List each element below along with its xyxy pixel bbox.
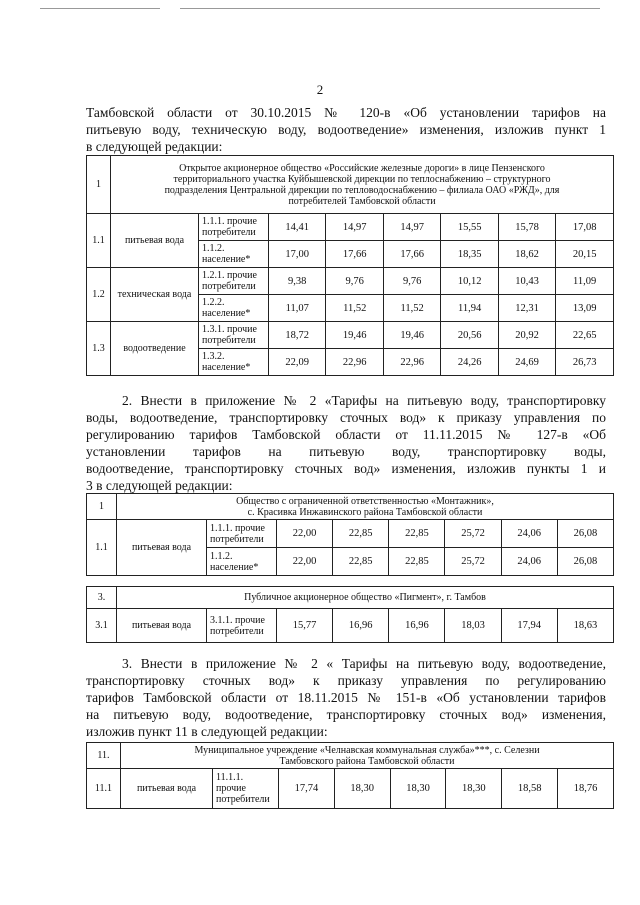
tariff-table-pigment bbox=[86, 586, 614, 643]
paragraph-line: транспортировку сточных вод» к приказу управления по регулированию bbox=[86, 673, 606, 688]
row-subcategory: 1.2.2. население* bbox=[199, 295, 269, 322]
row-subcategory: 1.1.2. население* bbox=[199, 241, 269, 268]
tariff-table-chelnavskaya bbox=[86, 742, 614, 809]
tariff-value: 17,66 bbox=[326, 241, 383, 268]
header-line: подразделения Центральной дирекции по тепловодоснабжению – филиала ОАО «РЖД», для bbox=[164, 184, 560, 196]
table-header-org: Публичное акционерное общество «Пигмент», г. Тамбов bbox=[117, 587, 614, 609]
tariff-value: 12,31 bbox=[498, 295, 555, 322]
tariff-value: 19,46 bbox=[326, 322, 383, 349]
top-rule-left bbox=[40, 8, 160, 9]
row-num: 1.1 bbox=[87, 520, 117, 576]
row-service: техническая вода bbox=[111, 268, 199, 322]
tariff-value: 13,09 bbox=[556, 295, 614, 322]
tariff-value: 20,56 bbox=[441, 322, 498, 349]
intro-line: Тамбовской области от 30.10.2015 № 120-в «Об установлении тарифов на bbox=[86, 105, 606, 120]
tariff-value: 16,96 bbox=[389, 609, 445, 643]
tariff-value: 22,00 bbox=[277, 520, 333, 548]
tariff-value: 20,15 bbox=[556, 241, 614, 268]
paragraph-line: воды, водоотведение, транспортировку сточных вод» к приказу управления по bbox=[86, 410, 606, 425]
paragraph-line: установлении тарифов на питьевую воду, транспортировку воды, bbox=[86, 444, 606, 459]
intro-paragraph bbox=[86, 104, 606, 155]
intro-line: в следующей редакции: bbox=[86, 139, 223, 154]
row-num: 3.1 bbox=[87, 609, 117, 643]
tariff-value: 11,07 bbox=[269, 295, 326, 322]
table-header-org bbox=[111, 156, 614, 214]
tariff-value: 15,78 bbox=[498, 214, 555, 241]
table-header-org bbox=[121, 743, 614, 769]
tariff-value: 22,09 bbox=[269, 349, 326, 376]
tariff-value: 9,76 bbox=[326, 268, 383, 295]
row-service: питьевая вода bbox=[117, 520, 207, 576]
paragraph-line: 3 в следующей редакции: bbox=[86, 478, 233, 493]
top-rule-right bbox=[180, 8, 600, 9]
tariff-table-montazhnik bbox=[86, 493, 614, 576]
tariff-value: 11,52 bbox=[383, 295, 440, 322]
tariff-value: 18,30 bbox=[446, 769, 502, 809]
row-num: 1.3 bbox=[87, 322, 111, 376]
row-subcategory: 1.1.1. прочие потребители bbox=[207, 520, 277, 548]
tariff-value: 17,74 bbox=[279, 769, 335, 809]
tariff-value: 18,58 bbox=[502, 769, 558, 809]
row-subcategory: 3.1.1. прочие потребители bbox=[207, 609, 277, 643]
tariff-value: 19,46 bbox=[383, 322, 440, 349]
row-subcategory: 1.1.2. население* bbox=[207, 548, 277, 576]
tariff-value: 10,12 bbox=[441, 268, 498, 295]
tariff-value: 11,94 bbox=[441, 295, 498, 322]
row-subcategory: 1.3.1. прочие потребители bbox=[199, 322, 269, 349]
header-line: Общество с ограниченной ответственностью «Монтажник», bbox=[236, 495, 494, 507]
tariff-value: 18,30 bbox=[390, 769, 446, 809]
tariff-value: 11,09 bbox=[556, 268, 614, 295]
row-subcategory: 11.1.1. прочие потребители bbox=[213, 769, 279, 809]
tariff-value: 17,08 bbox=[556, 214, 614, 241]
tariff-value: 17,66 bbox=[383, 241, 440, 268]
tariff-value: 11,52 bbox=[326, 295, 383, 322]
paragraph-2 bbox=[86, 392, 606, 494]
paragraph-line: на питьевую воду, водоотведение, транспортировку сточных вод» изменения, bbox=[86, 707, 606, 722]
tariff-value: 14,97 bbox=[383, 214, 440, 241]
tariff-value: 10,43 bbox=[498, 268, 555, 295]
tariff-value: 20,92 bbox=[498, 322, 555, 349]
page-number: 2 bbox=[316, 82, 324, 97]
tariff-value: 17,94 bbox=[501, 609, 557, 643]
table-header-num: 1 bbox=[87, 156, 111, 214]
header-line: потребителей Тамбовской области bbox=[288, 195, 436, 207]
paragraph-line: тарифов Тамбовской области от 18.11.2015 № 151-в «Об установлении тарифов bbox=[86, 690, 606, 705]
paragraph-line: 2. Внести в приложение № 2 «Тарифы на питьевую воду, транспортировку bbox=[122, 393, 606, 408]
row-subcategory: 1.1.1. прочие потребители bbox=[199, 214, 269, 241]
intro-line: питьевую воду, техническую воду, водоотведение» изменения, изложив пункт 1 bbox=[86, 122, 606, 137]
tariff-value: 15,77 bbox=[277, 609, 333, 643]
tariff-value: 22,85 bbox=[333, 520, 389, 548]
tariff-value: 24,26 bbox=[441, 349, 498, 376]
tariff-value: 22,85 bbox=[389, 548, 445, 576]
tariff-value: 22,65 bbox=[556, 322, 614, 349]
tariff-value: 26,08 bbox=[557, 520, 613, 548]
paragraph-line: водоотведение, транспортировку сточных вод» изменения, изложив пункты 1 и bbox=[86, 461, 606, 476]
paragraph-line: регулированию тарифов Тамбовской области от 11.11.2015 № 127-в «Об bbox=[86, 427, 606, 442]
tariff-value: 22,85 bbox=[333, 548, 389, 576]
row-service: питьевая вода bbox=[121, 769, 213, 809]
tariff-value: 25,72 bbox=[445, 520, 501, 548]
header-line: Муниципальное учреждение «Челнавская коммунальная служба»***, с. Селезни bbox=[194, 744, 540, 756]
row-service: водоотведение bbox=[111, 322, 199, 376]
tariff-value: 26,73 bbox=[556, 349, 614, 376]
table-header-num: 3. bbox=[87, 587, 117, 609]
tariff-value: 24,69 bbox=[498, 349, 555, 376]
row-num: 1.1 bbox=[87, 214, 111, 268]
paragraph-line: 3. Внести в приложение № 2 « Тарифы на питьевую воду, водоотведение, bbox=[122, 656, 606, 671]
table-header-num: 11. bbox=[87, 743, 121, 769]
tariff-value: 24,06 bbox=[501, 548, 557, 576]
header-line: с. Красивка Инжавинского района Тамбовской области bbox=[247, 506, 483, 518]
tariff-value: 22,96 bbox=[383, 349, 440, 376]
tariff-value: 18,35 bbox=[441, 241, 498, 268]
tariff-value: 14,41 bbox=[269, 214, 326, 241]
paragraph-line: изложив пункт 11 в следующей редакции: bbox=[86, 724, 328, 739]
tariff-value: 18,30 bbox=[334, 769, 390, 809]
row-service: питьевая вода bbox=[111, 214, 199, 268]
tariff-value: 14,97 bbox=[326, 214, 383, 241]
tariff-value: 9,38 bbox=[269, 268, 326, 295]
tariff-value: 26,08 bbox=[557, 548, 613, 576]
tariff-value: 18,76 bbox=[558, 769, 614, 809]
tariff-table-rzd bbox=[86, 155, 614, 376]
table-header-org bbox=[117, 494, 614, 520]
tariff-value: 18,63 bbox=[557, 609, 613, 643]
tariff-value: 24,06 bbox=[501, 520, 557, 548]
row-subcategory: 1.2.1. прочие потребители bbox=[199, 268, 269, 295]
row-subcategory: 1.3.2. население* bbox=[199, 349, 269, 376]
tariff-value: 18,03 bbox=[445, 609, 501, 643]
tariff-value: 25,72 bbox=[445, 548, 501, 576]
row-service: питьевая вода bbox=[117, 609, 207, 643]
row-num: 1.2 bbox=[87, 268, 111, 322]
tariff-value: 22,00 bbox=[277, 548, 333, 576]
tariff-value: 17,00 bbox=[269, 241, 326, 268]
tariff-value: 22,85 bbox=[389, 520, 445, 548]
tariff-value: 18,72 bbox=[269, 322, 326, 349]
header-line: территориального участка Куйбышевской дирекции по теплоснабжению – структурного bbox=[173, 173, 551, 185]
tariff-value: 18,62 bbox=[498, 241, 555, 268]
row-num: 11.1 bbox=[87, 769, 121, 809]
tariff-value: 16,96 bbox=[333, 609, 389, 643]
tariff-value: 22,96 bbox=[326, 349, 383, 376]
paragraph-3 bbox=[86, 655, 606, 740]
tariff-value: 9,76 bbox=[383, 268, 440, 295]
header-line: Открытое акционерное общество «Российские железные дороги» в лице Пензенского bbox=[179, 162, 545, 174]
tariff-value: 15,55 bbox=[441, 214, 498, 241]
header-line: Тамбовского района Тамбовской области bbox=[279, 755, 455, 767]
table-header-num: 1 bbox=[87, 494, 117, 520]
